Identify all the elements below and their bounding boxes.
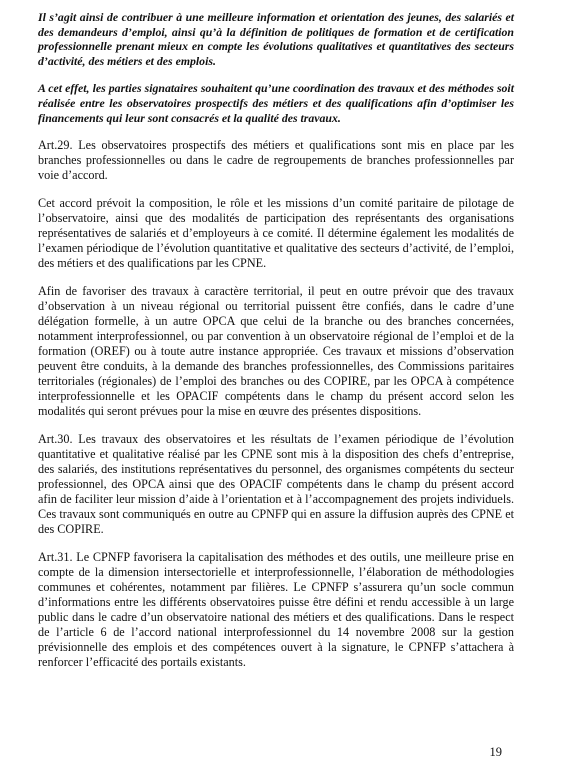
territorial-paragraph: Afin de favoriser des travaux à caractère territorial, il peut en outre prévoir que des travaux d’observation à un niveau régional ou territorial puissent être confiés, dans le cadre d’une délégation formelle, à un autre OPCA que celui de la branche ou des branches concernées, notamment interprofessionnel, ou par convention à un observatoire régional de l’emploi et de la formation (OREF) ou à toute autre instance appropriée. Ces travaux et missions d’observation peuvent être conduits, à la demande des branches professionnelles, des Commissions paritaires territoriales (régionales) de l’emploi des branches ou des COPIRE, par les OPCA à compétence interprofessionnelle et les OPACIF compétents dans le champ du présent accord selon les modalités qui seront prévues pour la mise en œuvre des présentes dispositions. [38, 284, 514, 419]
article-30-paragraph: Art.30. Les travaux des observatoires et les résultats de l’examen périodique de l’évolution quantitative et qualitative réalisé par les CPNE sont mis à la disposition des chefs d’entreprise, des salariés, des institutions représentatives du personnel, des organismes compétents du secteur professionnel, des OPCA ainsi que des OPACIF compétents dans le champ du présent accord afin de faciliter leur mission d’aide à l’orientation et à l’accompagnement des projets individuels. Ces travaux sont communiqués en outre au CPNFP qui en assure la diffusion auprès des CPNE et des COPIRE. [38, 432, 514, 537]
page-number: 19 [489, 745, 502, 759]
document-body [38, 10, 514, 683]
agreement-paragraph: Cet accord prévoit la composition, le rôle et les missions d’un comité paritaire de pilotage de l’observatoire, ainsi que des modalités de participation des représentants des organisations représentatives de salariés et d’employeurs à ce comité. Il détermine également les modalités de l’examen périodique de l’évolution quantitative et qualitative des secteurs d’activité, de l’emploi, des métiers et des qualifications par les CPNE. [38, 196, 514, 271]
article-29-paragraph: Art.29. Les observatoires prospectifs des métiers et qualifications sont mis en place par les branches professionnelles ou dans le cadre de regroupements de branches professionnelles par voie d’accord. [38, 138, 514, 183]
coordination-paragraph: A cet effet, les parties signataires souhaitent qu’une coordination des travaux et des méthodes soit réalisée entre les observatoires prospectifs des métiers et des qualifications afin d’optimiser les financements qui leur sont consacrés et la qualité des travaux. [38, 81, 514, 125]
intro-paragraph: Il s’agit ainsi de contribuer à une meilleure information et orientation des jeunes, des salariés et des demandeurs d’emploi, ainsi qu’à la définition de politiques de formation et de certification professionnelle prenant mieux en compte les évolutions qualitatives et quantitatives des secteurs d’activité, des métiers et des emplois. [38, 10, 514, 68]
article-31-paragraph: Art.31. Le CPNFP favorisera la capitalisation des méthodes et des outils, une meilleure prise en compte de la dimension intersectorielle et interprofessionnelle, l’élaboration de méthodologies communes et cohérentes, notamment par filières. Le CPNFP s’assurera qu’un socle commun d’informations entre les différents observatoires puisse être défini et rendu accessible à un large public dans le cadre d’un observatoire national des métiers et des qualifications. Dans le respect de l’article 6 de l’accord national interprofessionnel du 14 novembre 2008 sur la gestion prévisionnelle des emplois et des compétences ouvert à la signature, le CPNFP s’attachera à renforcer l’efficacité des portails existants. [38, 550, 514, 670]
